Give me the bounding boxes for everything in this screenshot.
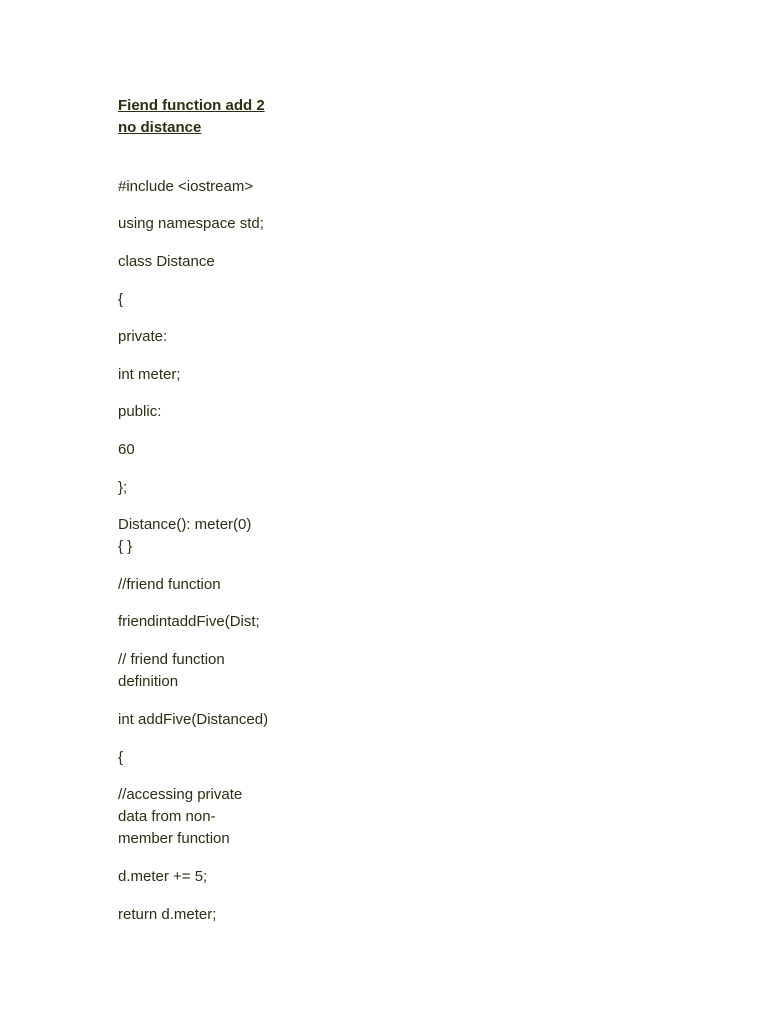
code-line-open-brace-2: { <box>118 749 124 766</box>
code-line-int-meter: int meter; <box>118 366 181 383</box>
code-line-open-brace: { <box>118 291 124 308</box>
code-line-constructor: Distance(): meter(0) { } <box>118 516 252 555</box>
code-line-namespace: using namespace std; <box>118 215 264 232</box>
code-line-60: 60 <box>118 441 135 458</box>
code-line-increment: d.meter += 5; <box>118 868 208 885</box>
code-line-access-comment: //accessing private data from non- member function <box>118 786 243 847</box>
document-title: Fiend function add 2 no distance <box>118 97 265 136</box>
code-line-return: return d.meter; <box>118 906 217 923</box>
code-line-close-brace: }; <box>118 479 128 496</box>
code-line-class: class Distance <box>118 253 215 270</box>
code-line-friend-comment: //friend function <box>118 576 221 593</box>
code-line-addfive: int addFive(Distanced) <box>118 711 269 728</box>
code-line-public: public: <box>118 403 162 420</box>
code-line-private: private: <box>118 328 168 345</box>
code-line-include: #include <iostream> <box>118 178 254 195</box>
code-line-definition-comment: // friend function definition <box>118 651 225 690</box>
code-line-friend-decl: friendintaddFive(Dist; <box>118 613 260 630</box>
